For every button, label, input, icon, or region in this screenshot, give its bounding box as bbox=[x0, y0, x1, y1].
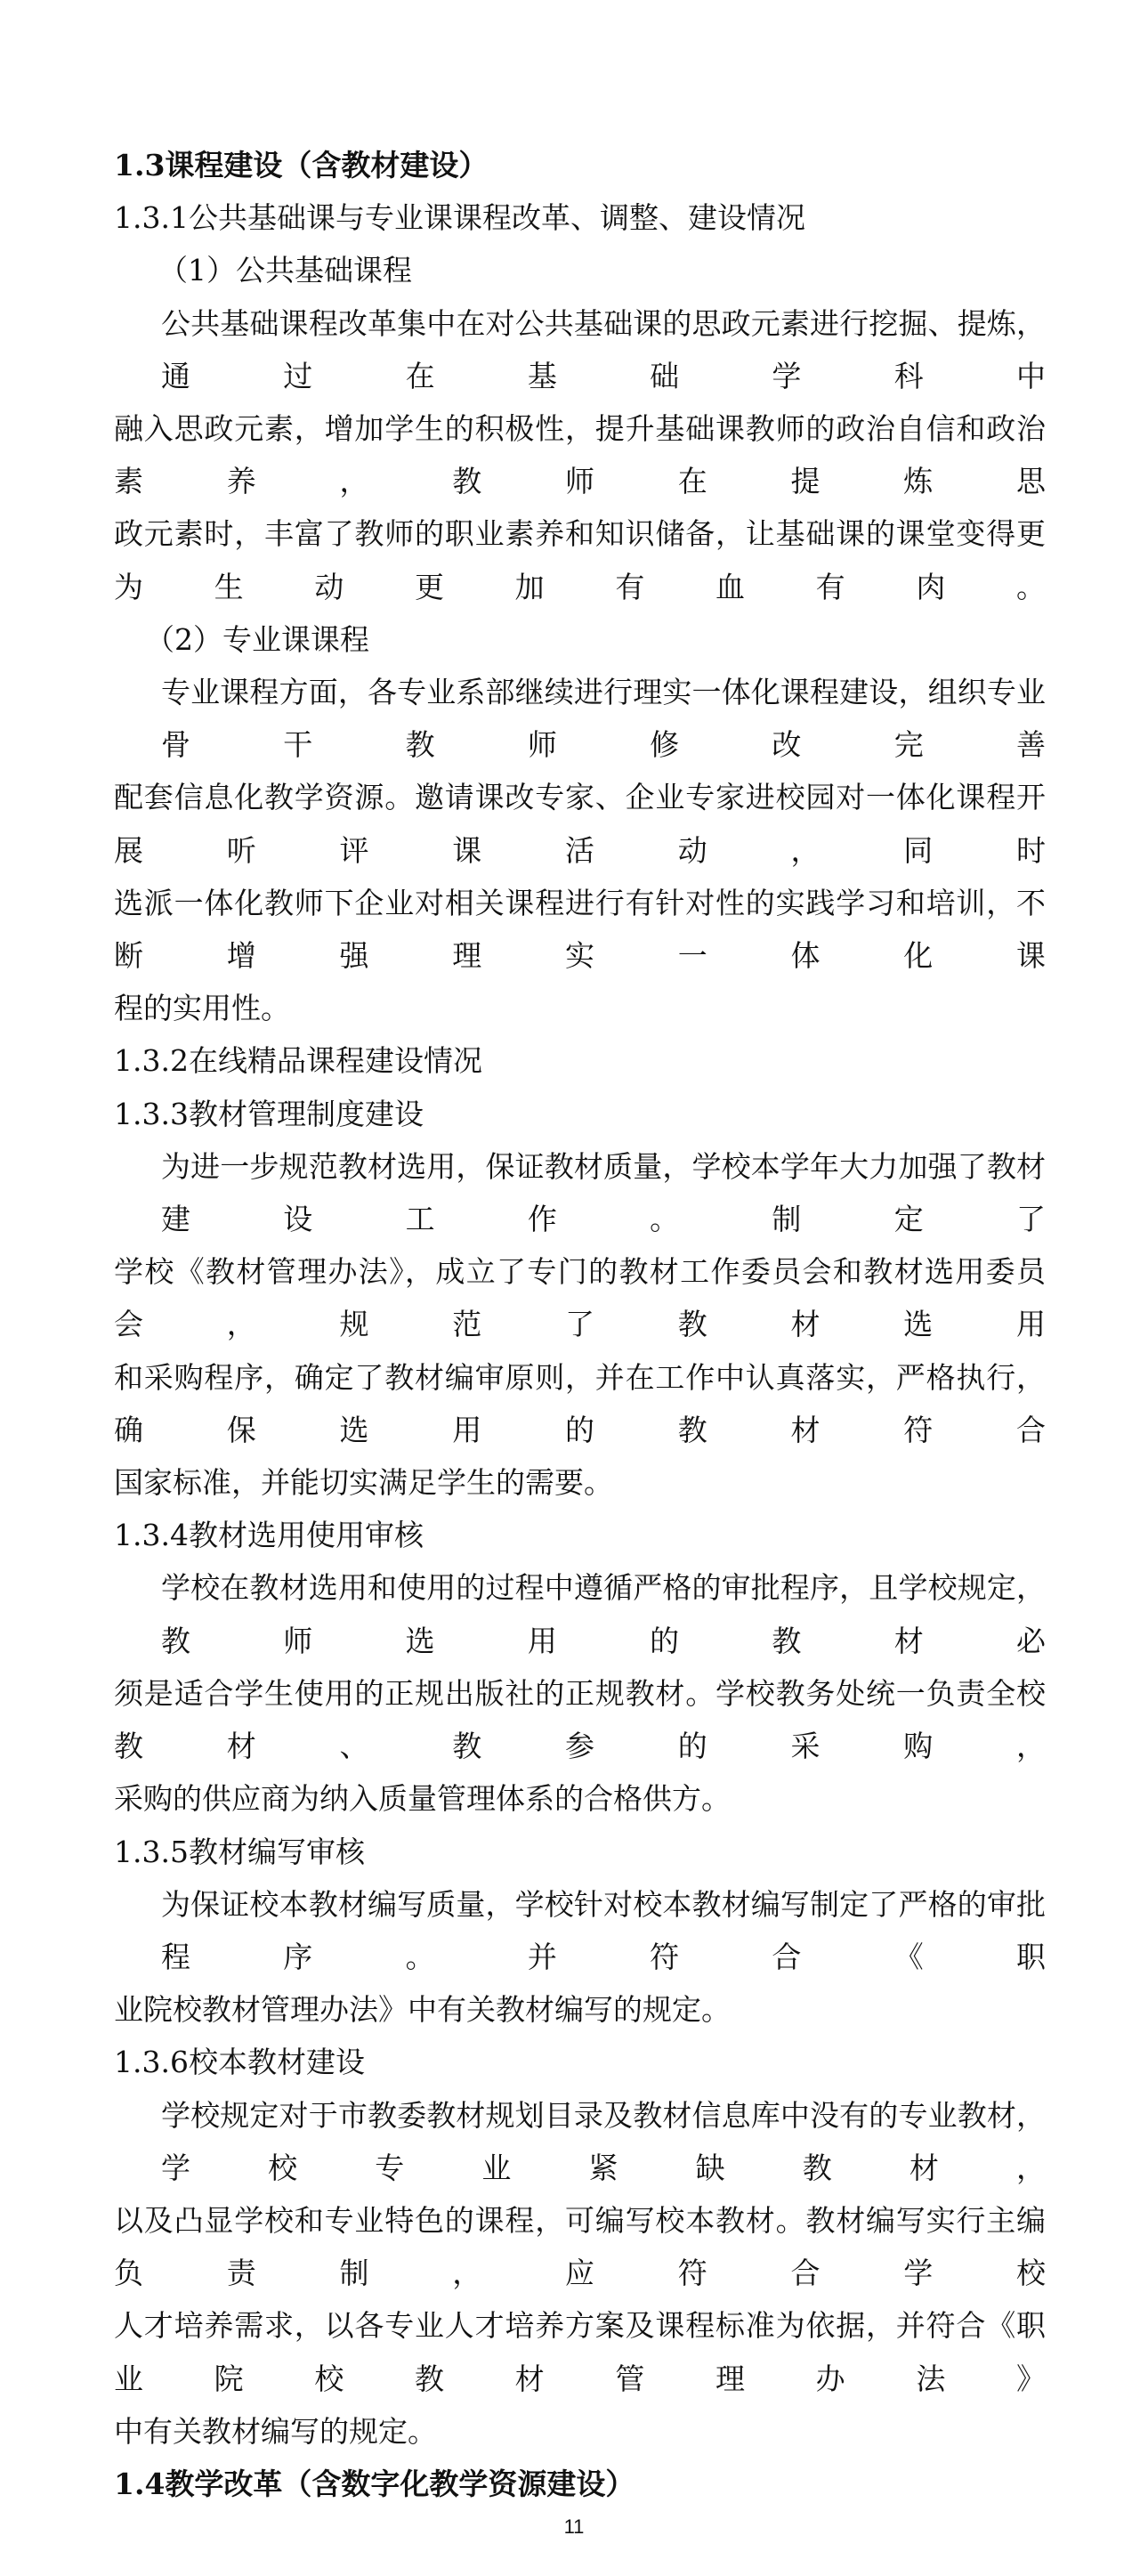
item-heading: （2）专业课课程 bbox=[145, 621, 369, 657]
paragraph-line: 程的实用性。 bbox=[114, 991, 290, 1026]
paragraph-line: 为保证校本教材编写质量，学校针对校本教材编写制定了严格的审批程序。并符合《职 bbox=[161, 1886, 1046, 1974]
subsection-heading: 1.3.6校本教材建设 bbox=[114, 2045, 365, 2080]
paragraph-line: 和采购程序，确定了教材编审原则，并在工作中认真落实，严格执行，确保选用的教材符合 bbox=[114, 1359, 1046, 1447]
paragraph-line: 中有关教材编写的规定。 bbox=[114, 2413, 437, 2449]
paragraph-line: 学校规定对于市教委教材规划目录及教材信息库中没有的专业教材，学校专业紧缺教材， bbox=[161, 2097, 1046, 2185]
paragraph-line: 人才培养需求，以各专业人才培养方案及课程标准为依据，并符合《职业院校教材管理办法》 bbox=[114, 2308, 1046, 2396]
section-heading: 1.4教学改革（含数字化教学资源建设） bbox=[114, 2466, 635, 2501]
section-heading: 1.3课程建设（含教材建设） bbox=[114, 148, 489, 182]
paragraph-line: 政元素时，丰富了教师的职业素养和知识储备，让基础课的课堂变得更为生动更加有血有肉。 bbox=[114, 516, 1046, 604]
paragraph-line: 国家标准，并能切实满足学生的需要。 bbox=[114, 1465, 613, 1501]
subsection-heading: 1.3.2在线精品课程建设情况 bbox=[114, 1043, 482, 1079]
document-page bbox=[114, 0, 1046, 2510]
paragraph-line: 学校在教材选用和使用的过程中遵循严格的审批程序，且学校规定，教师选用的教材必 bbox=[161, 1570, 1046, 1658]
subsection-heading: 1.3.1公共基础课与专业课课程改革、调整、建设情况 bbox=[114, 200, 805, 236]
paragraph-line: 须是适合学生使用的正规出版社的正规教材。学校教务处统一负责全校教材、教参的采购， bbox=[114, 1675, 1046, 1764]
item-heading: （1）公共基础课程 bbox=[158, 253, 412, 288]
paragraph-line: 业院校教材管理办法》中有关教材编写的规定。 bbox=[114, 1992, 731, 2028]
paragraph-line: 学校《教材管理办法》，成立了专门的教材工作委员会和教材选用委员会，规范了教材选用 bbox=[114, 1254, 1046, 1342]
paragraph-line: 融入思政元素，增加学生的积极性，提升基础课教师的政治自信和政治素养，教师在提炼思 bbox=[114, 411, 1046, 499]
paragraph-line: 公共基础课程改革集中在对公共基础课的思政元素进行挖掘、提炼，通过在基础学科中 bbox=[161, 305, 1046, 393]
paragraph-line: 为进一步规范教材选用，保证教材质量，学校本学年大力加强了教材建设工作。制定了 bbox=[161, 1148, 1046, 1237]
subsection-heading: 1.3.4教材选用使用审核 bbox=[114, 1518, 424, 1553]
paragraph-line: 专业课程方面，各专业系部继续进行理实一体化课程建设，组织专业骨干教师修改完善 bbox=[161, 675, 1046, 763]
subsection-heading: 1.3.3教材管理制度建设 bbox=[114, 1096, 424, 1131]
paragraph-line: 配套信息化教学资源。邀请课改专家、企业专家进校园对一体化课程开展听评课活动，同时 bbox=[114, 780, 1046, 868]
paragraph-line: 采购的供应商为纳入质量管理体系的合格供方。 bbox=[114, 1781, 731, 1817]
paragraph-line: 选派一体化教师下企业对相关课程进行有针对性的实践学习和培训，不断增强理实一体化课 bbox=[114, 885, 1046, 974]
page-number: 11 bbox=[563, 2515, 585, 2539]
paragraph-line: 以及凸显学校和专业特色的课程，可编写校本教材。教材编写实行主编负责制，应符合学校 bbox=[114, 2202, 1046, 2291]
subsection-heading: 1.3.5教材编写审核 bbox=[114, 1834, 365, 1869]
